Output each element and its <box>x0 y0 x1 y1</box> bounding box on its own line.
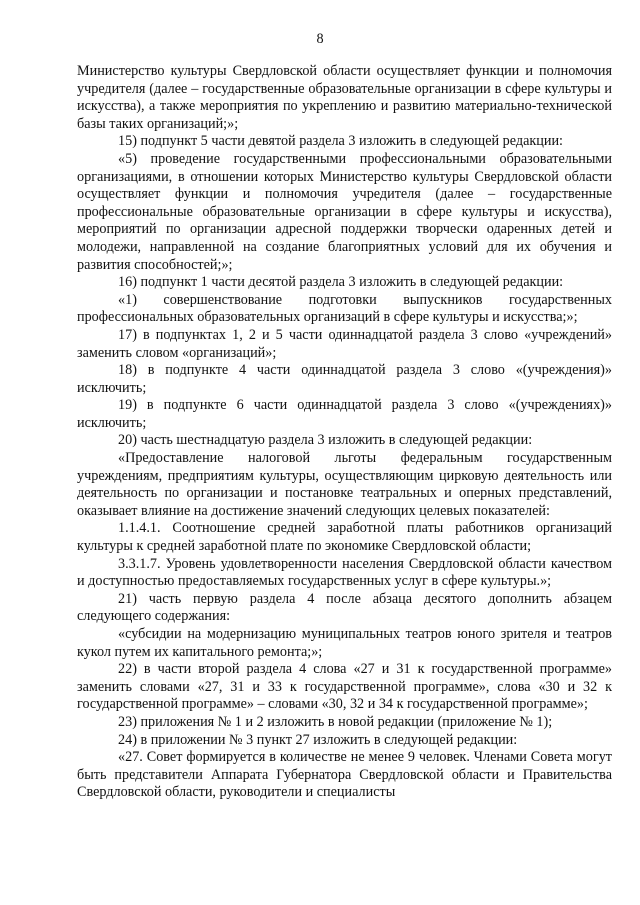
paragraph: 20) часть шестнадцатую раздела 3 изложить в следующей редакции: <box>118 432 533 449</box>
paragraph: «Предоставление налоговой льготы федеральным государственным учреждениям, предприятиям культуры, осуществляющим цирковую деятельность или деятельность по организации и постановке театральных и оперных представлений, оказывает влияние на достижение значений следующих целевых показателей: <box>77 450 612 519</box>
paragraph: «5) проведение государственными профессиональными образовательными организациями, в отношении которых Министерство культуры Свердловской области осуществляет функции и полномочия учредителя (далее – государственные профессиональные образовательные организации в сфере культуры и искусства), мероприятий по организации адресной поддержки творчески одаренных детей и молодежи, направленной на создание благоприятных условий для их обучения и развития способностей;»; <box>77 150 612 273</box>
page-number: 8 <box>316 31 324 47</box>
paragraph: 21) часть первую раздела 4 после абзаца десятого дополнить абзацем следующего содержания: <box>77 590 612 625</box>
paragraph: 23) приложения № 1 и 2 изложить в новой редакции (приложение № 1); <box>118 713 553 730</box>
paragraph: 24) в приложении № 3 пункт 27 изложить в следующей редакции: <box>118 731 518 748</box>
paragraph: Министерство культуры Свердловской области осуществляет функции и полномочия учредителя (далее – государственные образовательные организации в сфере культуры и искусства), а также мероприятия по укреплению и развитию материально-технической базы таких организаций;»; <box>77 63 612 132</box>
paragraph: «27. Совет формируется в количестве не менее 9 человек. Членами Совета могут быть представители Аппарата Губернатора Свердловской области и Правительства Свердловской области, руководители и специалисты <box>77 749 612 801</box>
paragraph: 17) в подпунктах 1, 2 и 5 части одиннадцатой раздела 3 слово «учреждений» заменить словом «организаций»; <box>77 326 612 361</box>
paragraph: «субсидии на модернизацию муниципальных театров юного зрителя и театров кукол путем их капитального ремонта;»; <box>77 626 612 660</box>
paragraph: 3.3.1.7. Уровень удовлетворенности населения Свердловской области качеством и доступностью предоставляемых государственных услуг в сфере культуры.»; <box>77 555 612 590</box>
paragraph: 22) в части второй раздела 4 слова «27 и 31 к государственной программе» заменить словами «27, 31 и 33 к государственной программе», слова «30 и 32 к государственной программе» – словами «30, 32 и 34 к государственной программе»; <box>77 661 612 713</box>
paragraph: 15) подпункт 5 части девятой раздела 3 изложить в следующей редакции: <box>118 133 563 150</box>
paragraph: 19) в подпункте 6 части одиннадцатой раздела 3 слово «(учреждениях)» исключить; <box>77 397 612 431</box>
paragraph: «1) совершенствование подготовки выпускников государственных профессиональных образовательных организаций в сфере культуры и искусства;»; <box>77 291 612 326</box>
paragraph: 1.1.4.1. Соотношение средней заработной платы работников организаций культуры к средней заработной плате по экономике Свердловской области; <box>77 520 612 555</box>
paragraph: 16) подпункт 1 части десятой раздела 3 изложить в следующей редакции: <box>118 274 564 291</box>
paragraph: 18) в подпункте 4 части одиннадцатой раздела 3 слово «(учреждения)» исключить; <box>77 362 612 396</box>
document-body <box>77 63 612 802</box>
